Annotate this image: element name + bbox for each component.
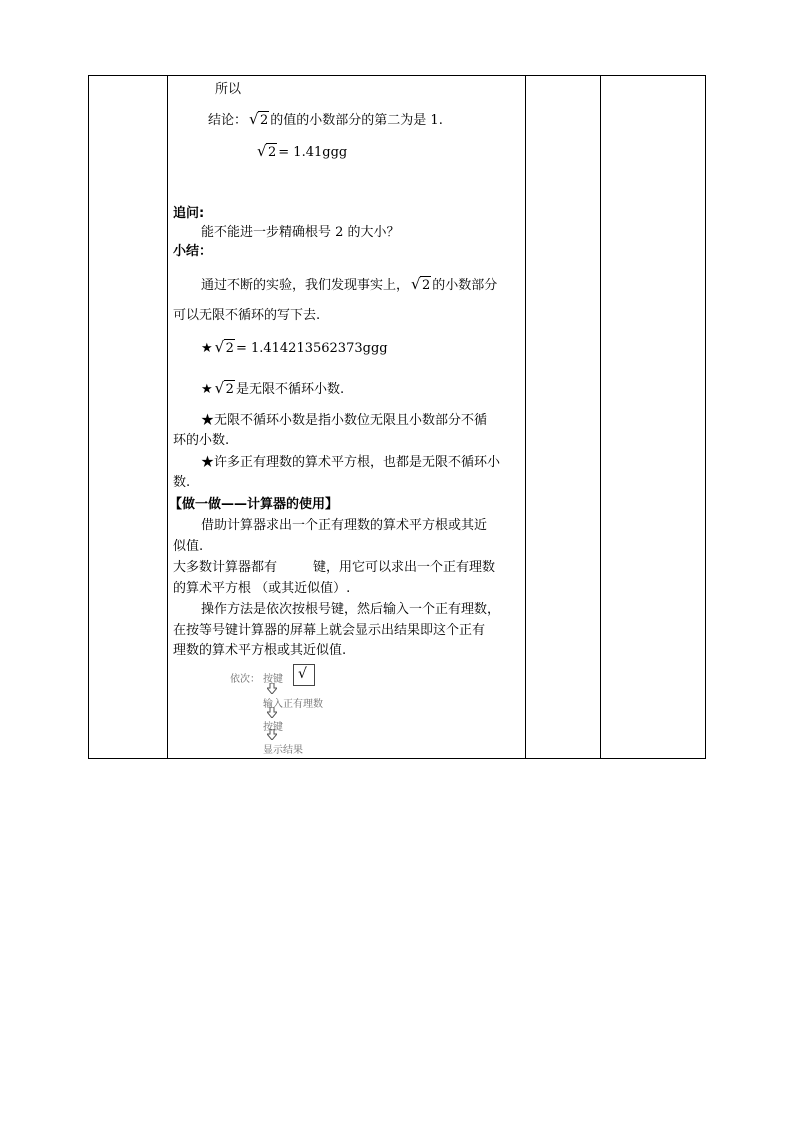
activity-heading: 【做一做——计算器的使用】	[169, 497, 339, 512]
activity-paragraph-3-cont: 在按等号键计算器的屏幕上就会显示出结果即这个正有	[173, 623, 486, 638]
follow-up-heading: 追问:	[173, 206, 205, 221]
star-item-4-cont: 数.	[173, 475, 191, 490]
equation-rhs: = 1.41ggg	[278, 145, 348, 160]
flow-step-press-key-2: 按键	[263, 722, 283, 733]
flow-step-input-number: 输入正有理数	[263, 699, 323, 710]
star-item-1: ★ √ 2 = 1.414213562373ggg	[201, 338, 388, 360]
activity-paragraph-3-end: 理数的算术平方根或其近似值.	[173, 643, 347, 658]
column-divider	[167, 76, 168, 758]
conclusion-line	[208, 110, 443, 132]
sqrt-expression: √ 2	[257, 142, 277, 160]
summary-paragraph: 通过不断的实验，我们发现事实上， √ 2 的小数部分	[201, 275, 497, 297]
follow-up-text: 能不能进一步精确根号 2 的大小？	[201, 225, 400, 240]
activity-paragraph-3: 操作方法是依次按根号键，然后输入一个正有理数，	[201, 602, 501, 617]
intro-text: 所以	[215, 82, 242, 97]
flow-step-press-key: 按键	[263, 674, 283, 685]
activity-paragraph-cont: 似值.	[173, 539, 204, 554]
activity-paragraph-2-cont: 的算术平方根 （或其近似值）.	[173, 581, 351, 596]
sqrt-key-icon: √	[293, 664, 315, 686]
sqrt-expression: √ 2	[249, 110, 269, 128]
arrow-down-icon	[267, 707, 277, 718]
activity-paragraph-2: 大多数计算器都有 键，用它可以求出一个正有理数	[173, 560, 496, 575]
star-icon: ★	[201, 382, 213, 397]
flow-label: 依次：	[230, 674, 260, 685]
column-divider	[525, 76, 526, 758]
sqrt-equation	[255, 142, 347, 164]
star-item-3-cont: 环的小数.	[173, 433, 230, 448]
arrow-down-icon	[267, 729, 277, 740]
star-icon: ★	[201, 341, 213, 356]
sqrt-expression: √ 2	[411, 275, 431, 293]
summary-heading: 小结：	[173, 244, 213, 259]
sqrt-expression: √ 2	[214, 379, 234, 397]
star-item-3: ★无限不循环小数是指小数位无限且小数部分不循	[201, 413, 488, 428]
star-item-4: ★许多正有理数的算术平方根，也都是无限不循环小	[201, 455, 501, 470]
column-divider	[600, 76, 601, 758]
flow-step-show-result: 显示结果	[263, 745, 303, 756]
star-item-2: ★ √ 2 是无限不循环小数.	[201, 379, 344, 401]
conclusion-text: 的值的小数部分的第二为是 1.	[270, 113, 443, 128]
summary-paragraph-cont: 可以无限不循环的写下去.	[173, 308, 321, 323]
conclusion-label: 结论：	[208, 113, 248, 128]
sqrt-expression: √ 2	[214, 338, 234, 356]
arrow-down-icon	[267, 683, 277, 694]
activity-paragraph: 借助计算器求出一个正有理数的算术平方根或其近	[201, 518, 488, 533]
